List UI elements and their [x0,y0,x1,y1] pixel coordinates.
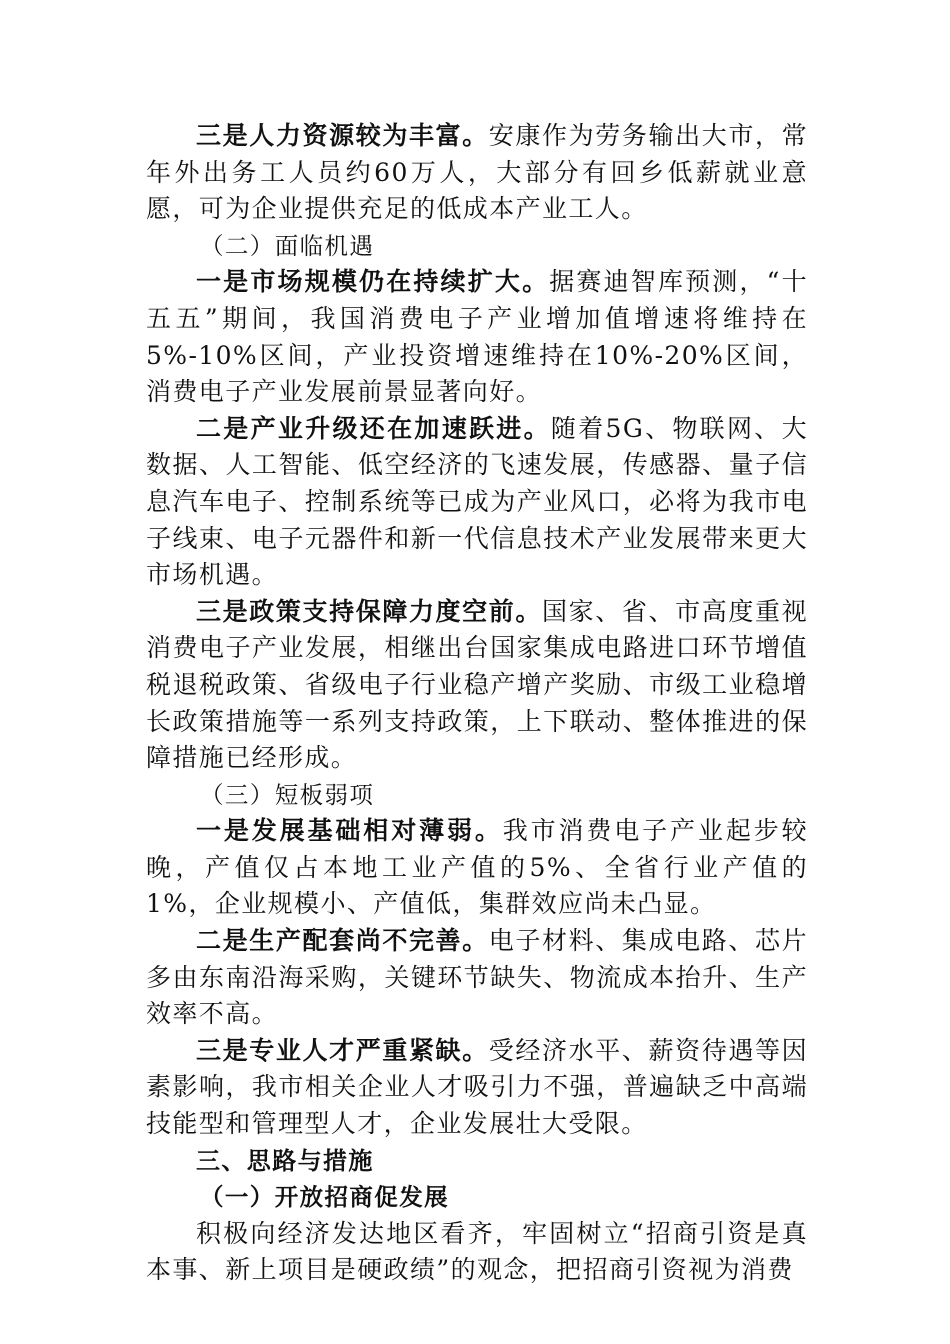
paragraph-lead: 三是人力资源较为丰富。 [196,121,489,150]
paragraph-lead: 二是生产配套尚不完善。 [196,926,489,956]
paragraph-text: 电子材料、集成电路、芯片多由东南沿海采购，关键环节缺失、物流成本抬升、生产效率不高。 [146,926,808,1029]
document-body [146,118,808,1289]
paragraph-lead: 三是专业人才严重紧缺。 [196,1035,489,1065]
paragraph-text: 我市消费电子产业起步较晚，产值仅占本地工业产值的5%、全省行业产值的1%，企业规模小、产值低，集群效应尚未凸显。 [146,816,809,919]
paragraph-lead: 二是产业升级还在加速跃进。 [196,413,551,443]
paragraph-talent-shortage [146,1033,808,1143]
paragraph-text: 据赛迪智库预测，“十五五”期间，我国消费电子产业增加值增速将维持在5%-10%区间，产业投资增速维持在10%-20%区间，消费电子产业发展前景显著向好。 [146,267,808,407]
paragraph-policy-support [146,594,808,777]
subheading-weaknesses: （三）短板弱项 [200,780,375,809]
paragraph-text: 积极向经济发达地区看齐，牢固树立“招商引资是真本事、新上项目是硬政绩”的观念，把招商引资视为消费 [146,1218,808,1285]
paragraph-industry-upgrade [146,411,808,594]
paragraph-weak-foundation [146,813,808,923]
paragraph-text: 安康作为劳务输出大市，常年外出务工人员约60万人，大部分有回乡低薪就业意愿，可为企业提供充足的低成本产业工人。 [146,121,808,224]
paragraph-human-resources [146,118,808,228]
paragraph-text: 随着5G、物联网、大数据、人工智能、低空经济的飞速发展，传感器、量子信息汽车电子、控制系统等已成为产业风口，必将为我市电子线束、电子元器件和新一代信息技术产业发展带来更大市场机遇。 [146,413,808,590]
section-heading-measures: 三、思路与措施 [196,1146,374,1175]
paragraph-lead: 一是发展基础相对薄弱。 [196,816,503,846]
paragraph-text: 国家、省、市高度重视消费电子产业发展，相继出台国家集成电路进口环节增值税退税政策、省级电子行业稳产增产奖励、市级工业稳增长政策措施等一系列支持政策，上下联动、整体推进的保障措施已经形成。 [146,596,808,773]
paragraph-lead: 一是市场规模仍在持续扩大。 [196,267,550,297]
paragraph-supply-chain [146,923,808,1033]
subheading-investment: （一）开放招商促发展 [200,1183,449,1212]
subheading-opportunities: （二）面临机遇 [200,231,375,260]
paragraph-lead: 三是政策支持保障力度空前。 [196,596,543,626]
paragraph-investment [146,1216,808,1289]
paragraph-text: 受经济水平、薪资待遇等因素影响，我市相关企业人才吸引力不强，普遍缺乏中高端技能型和管理型人才，企业发展壮大受限。 [146,1035,808,1139]
paragraph-market-scale [146,264,808,410]
